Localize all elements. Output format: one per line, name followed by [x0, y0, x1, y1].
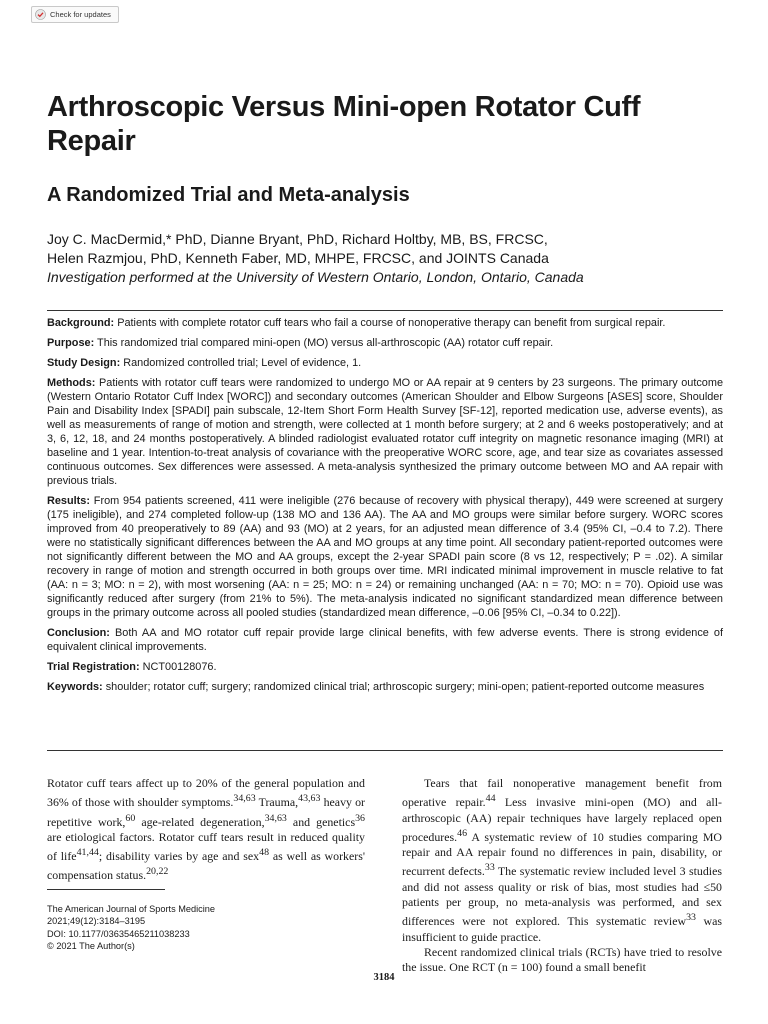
citation[interactable]: 46 — [457, 827, 468, 839]
abstract-study-design — [47, 356, 723, 370]
results-text: From 954 patients screened, 411 were ineligible (276 because of recovery with physical therapy), 449 were screened at surgery (175 ineligible), and 274 completed follow-up (138 MO and 136 AA). The AA and MO groups were similar before surgery. WORC scores improved from 40 preoperatively to 89 (AA) and 93 (MO) at 2 years, for an adjusted mean difference of 3.4 (95% CI, –0.4 to 7.2). There were no statistically significant differences between the AA and MO groups at any time point. All secondary patient-reported outcomes were not significantly different between the MO and AA groups, except the 2-year SPADI pain score (8 vs 12, respectively; P = .02). A similar recovery in range of motion and strength occurred in both groups over time. MRI indicated minimal improvement in muscle relative to fat (AA: n = 3; MO: n = 2), with most worsening (AA: n = 25; MO: n = 24) or remaining unchanged (AA: n = 70; MO: n = 70). Opioid use was significantly reduced after surgery (from 21% to 5%). The meta-analysis indicated no significant standardized mean difference between groups in the primary outcome across all pooled studies (standardized mean difference, –0.06 [95% CI, –0.34 to 0.22]). — [47, 495, 723, 619]
right-paragraph-2: Recent randomized clinical trials (RCTs) have tried to resolve the issue. One RCT (n = 100) found a small benefit — [402, 944, 722, 975]
journal-copyright: © 2021 The Author(s) — [47, 941, 135, 952]
check-updates-label: Check for updates — [50, 10, 111, 19]
article-title: Arthroscopic Versus Mini-open Rotator Cuff Repair — [47, 91, 641, 157]
design-text: Randomized controlled trial; Level of evidence, 1. — [123, 357, 362, 369]
abstract-conclusion — [47, 626, 723, 654]
results-label: Results: — [47, 495, 90, 507]
text-run: The systematic review included level 3 studies and did not assess quality or risk of bias, most studies had ≤50 patients per group, no meta-analysis was performed, and sex differences were not explored. This systematic review — [402, 864, 722, 929]
citation[interactable]: 33 — [686, 912, 696, 924]
methods-label: Methods: — [47, 377, 96, 389]
conclusion-label: Conclusion: — [47, 627, 110, 639]
journal-name: The American Journal of Sports Medicine — [47, 904, 216, 914]
citation[interactable]: 44 — [485, 793, 496, 805]
check-for-updates-badge[interactable] — [31, 6, 119, 23]
author-block — [47, 230, 747, 287]
registration-label: Trial Registration: — [47, 661, 140, 673]
text-run: are etiological factors. Rotator cuff tears result in reduced quality of life — [47, 829, 365, 864]
citation[interactable]: 48 — [259, 847, 270, 859]
registration-text: NCT00128076. — [142, 661, 217, 673]
purpose-text: This randomized trial compared mini-open (MO) versus all-arthroscopic (AA) rotator cuff repair. — [97, 337, 554, 349]
left-paragraph-1 — [47, 776, 365, 884]
text-run: and genetics — [286, 814, 356, 829]
body-right-column — [402, 776, 722, 975]
design-label: Study Design: — [47, 357, 121, 369]
text-run: Less invasive mini-open (MO) and all-arthroscopic (AA) repair techniques have largely replaced open procedures. — [402, 795, 722, 844]
abstract-registration — [47, 660, 723, 674]
abstract-keywords — [47, 680, 723, 694]
abstract-purpose — [47, 336, 723, 350]
keywords-label: Keywords: — [47, 681, 103, 693]
citation[interactable]: 20,22 — [146, 866, 169, 878]
citation[interactable]: 34,63 — [233, 793, 256, 805]
citation[interactable]: 43,63 — [298, 793, 321, 805]
body-left-column — [47, 776, 365, 884]
background-text: Patients with complete rotator cuff tears who fail a course of nonoperative therapy can benefit from surgical repair. — [117, 317, 666, 329]
authors-line-2: Helen Razmjou, PhD, Kenneth Faber, MD, MHPE, FRCSC, and JOINTS Canada — [47, 250, 549, 266]
text-run: A systematic review of 10 studies comparing MO repair and AA repair found no differences in pain, disability, or recurrent defects. — [402, 829, 722, 879]
journal-doi[interactable]: DOI: 10.1177/03635465211038233 — [47, 928, 190, 939]
text-run: Tears that fail nonoperative management benefit from operative repair. — [402, 776, 722, 810]
text-run: age-related degeneration, — [135, 814, 265, 829]
purpose-label: Purpose: — [47, 337, 95, 349]
journal-volume: 2021;49(12):3184–3195 — [47, 916, 146, 927]
text-run: Trauma, — [255, 795, 299, 810]
article-subtitle: A Randomized Trial and Meta-analysis — [47, 184, 410, 206]
journal-info — [47, 903, 347, 953]
abstract — [47, 316, 723, 700]
page-number: 3184 — [373, 972, 395, 983]
abstract-methods — [47, 376, 723, 488]
abstract-background — [47, 316, 723, 330]
affiliation: Investigation performed at the University of Western Ontario, London, Ontario, Canada — [47, 269, 584, 285]
citation[interactable]: 36 — [355, 812, 365, 824]
methods-text: Patients with rotator cuff tears were randomized to undergo MO or AA repair at 9 centers by 23 surgeons. The primary outcome (Western Ontario Rotator Cuff Index [WORC]) and secondary outcomes (American Shoulder and Elbow Surgeons [ASES] score, Shoulder Pain and Disability Index [SPADI] pain subscale, 12-Item Short Form Health Survey [SF-12], reported medication use, adverse events), as well as measurements of range of motion and strength, were collected at 1 month before surgery; at 2 and 6 weeks postoperatively; and at 3, 6, 12, 18, and 24 months postoperatively. A blinded radiologist evaluated rotator cuff integrity on magnetic resonance imaging (MRI) at baseline and 1 year. Intention-to-treat analysis of covariance with the preoperative WORC score, age, and tear size as covariates assessed continuous outcomes. Sex differences were assessed. A meta-analysis synthesized the primary outcome between MO and AA repair with previous trials. — [47, 377, 723, 487]
conclusion-text: Both AA and MO rotator cuff repair provide large clinical benefits, with few adverse events. There is strong evidence of equivalent clinical improvements. — [47, 627, 723, 653]
text-run: ; disability varies by age and sex — [98, 849, 260, 864]
abstract-results — [47, 494, 723, 620]
authors-line-1: Joy C. MacDermid,* PhD, Dianne Bryant, PhD, Richard Holtby, MB, BS, FRCSC, — [47, 231, 548, 247]
citation[interactable]: 33 — [484, 862, 495, 874]
text-run: heavy or repetitive work, — [47, 795, 365, 829]
background-label: Background: — [47, 317, 115, 329]
footnote-rule — [47, 889, 165, 890]
text-run: as well as workers' compensation status. — [47, 849, 365, 883]
text-run: was insufficient to guide practice. — [402, 914, 722, 944]
citation[interactable]: 34,63 — [264, 812, 287, 824]
keywords-text: shoulder; rotator cuff; surgery; randomized clinical trial; arthroscopic surgery; mini-open; patient-reported outcome measures — [105, 681, 705, 693]
abstract-bottom-rule — [47, 750, 723, 751]
citation[interactable]: 41,44 — [76, 847, 99, 859]
abstract-top-rule — [47, 310, 723, 311]
text-run: Rotator cuff tears affect up to 20% of the general population and 36% of those with shoulder symptoms. — [47, 776, 365, 810]
right-paragraph-1 — [402, 776, 722, 945]
check-updates-icon — [35, 9, 46, 20]
citation[interactable]: 60 — [125, 812, 136, 824]
